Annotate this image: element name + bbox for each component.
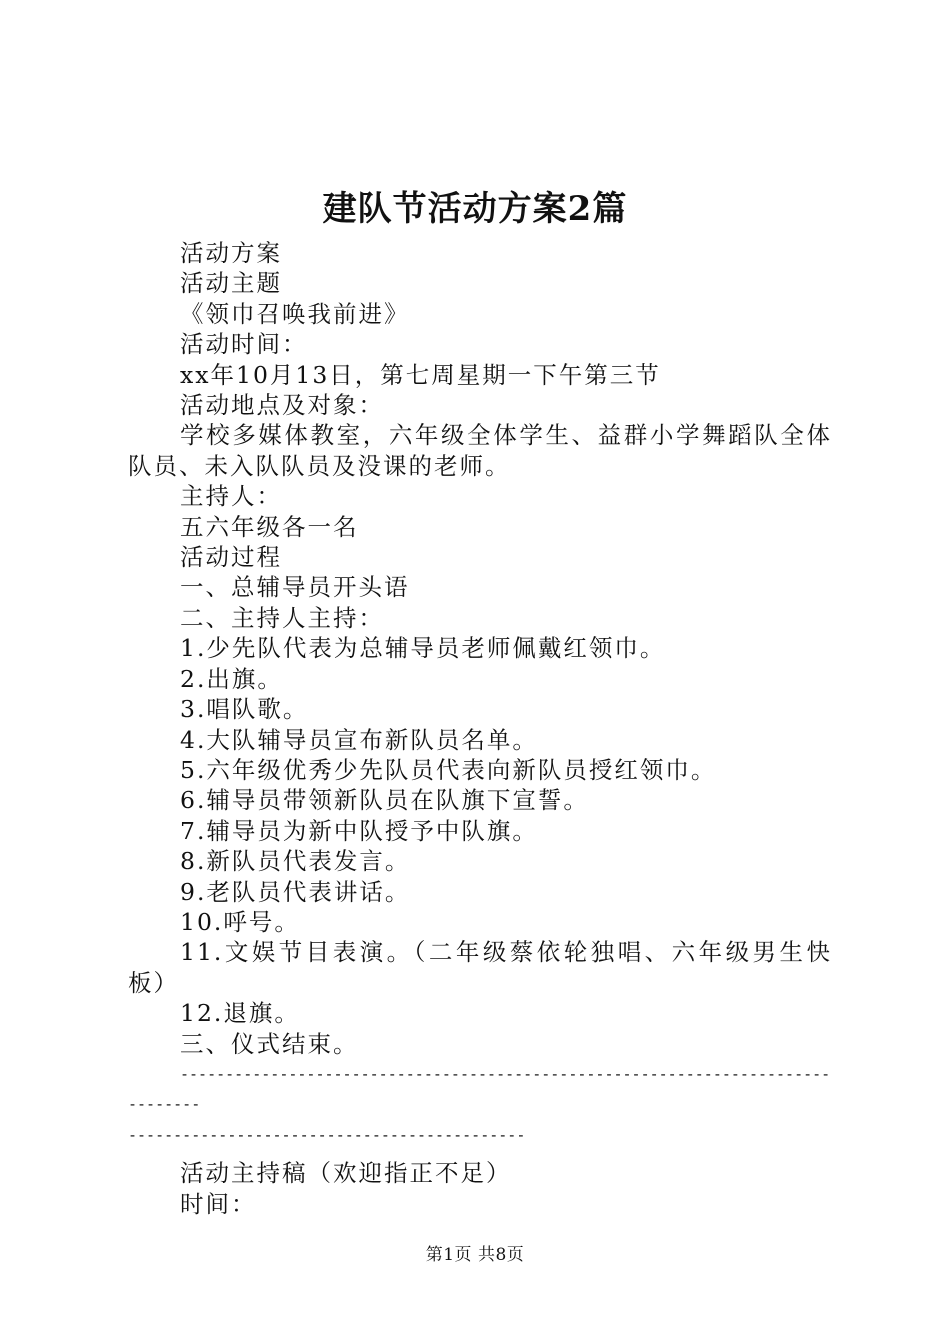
paragraph: 活动方案	[180, 239, 282, 267]
list-item: 10.呼号。	[180, 907, 300, 936]
paragraph: 活动时间：	[180, 330, 308, 359]
paragraph: 二、主持人主持：	[180, 603, 384, 632]
paragraph: xx年10月13日，第七周星期一下午第三节	[180, 360, 661, 389]
paragraph: 活动主题	[180, 269, 282, 298]
paragraph: 学校多媒体教室，六年级全体学生、益群小学舞蹈队全体队员、未入队队员及没课的老师。	[128, 421, 832, 480]
paragraph: 时间：	[180, 1189, 257, 1218]
paragraph: 活动过程	[180, 543, 282, 572]
list-item: 4.大队辅导员宣布新队员名单。	[180, 725, 538, 754]
list-item: 3.唱队歌。	[180, 695, 309, 724]
list-item: 1.少先队代表为总辅导员老师佩戴红领巾。	[180, 634, 666, 663]
paragraph: 一、总辅导员开头语	[180, 573, 410, 602]
document-body	[128, 238, 832, 1219]
paragraph: 五六年级各一名	[180, 512, 359, 541]
paragraph: 《领巾召唤我前进》	[180, 299, 410, 328]
list-item: 7.辅导员为新中队授予中队旗。	[180, 816, 538, 845]
separator-line: --------------------------------------------------------------------------------	[128, 1064, 831, 1114]
paragraph: 活动地点及对象：	[180, 391, 384, 420]
list-item: 12.退旗。	[180, 999, 300, 1028]
document-title: 建队节活动方案2篇	[322, 189, 628, 229]
list-item: 2.出旗。	[180, 664, 283, 693]
list-item: 5.六年级优秀少先队员代表向新队员授红领巾。	[180, 755, 717, 784]
list-item: 11.文娱节目表演。（二年级蔡依轮独唱、六年级男生快板）	[128, 938, 832, 997]
page-footer: 第1页 共8页	[425, 1245, 525, 1265]
list-item: 6.辅导员带领新队员在队旗下宣誓。	[180, 786, 589, 815]
separator-line: --------------------------------------------	[128, 1125, 526, 1144]
paragraph: 主持人：	[180, 482, 282, 511]
paragraph: 三、仪式结束。	[180, 1029, 359, 1058]
list-item: 8.新队员代表发言。	[180, 847, 411, 876]
paragraph: 活动主持稿（欢迎指正不足）	[180, 1159, 512, 1188]
list-item: 9.老队员代表讲话。	[180, 877, 411, 906]
